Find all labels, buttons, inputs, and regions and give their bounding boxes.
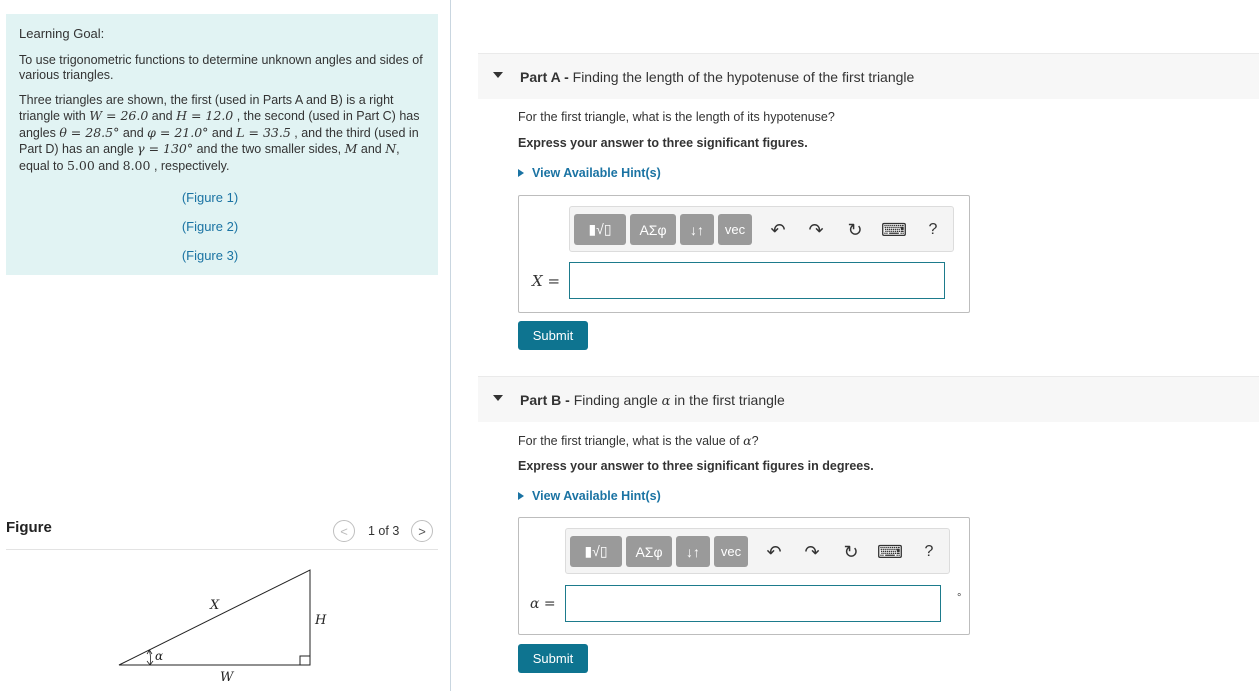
triangle-shape [119, 570, 310, 665]
help-icon[interactable]: ? [924, 543, 934, 560]
part-a-header[interactable] [478, 53, 1259, 99]
part-a-hint-label: View Available Hint(s) [532, 166, 661, 180]
figure-links [19, 183, 425, 270]
part-b-question [518, 433, 759, 448]
part-b-instruction: Express your answer to three significant figures in degrees. [518, 459, 874, 473]
part-b-question-text: For the first triangle, what is the value of [518, 434, 744, 448]
h-value: H = 12.0 [176, 108, 234, 123]
desc-text: , respectively. [150, 158, 230, 173]
reset-icon[interactable]: ↻ [843, 541, 859, 562]
vector-button[interactable]: vec [718, 214, 752, 245]
caret-down-icon [493, 395, 503, 401]
part-b-header[interactable] [478, 376, 1259, 422]
part-b-title-text: Finding angle [573, 392, 662, 408]
angle-arc [150, 651, 151, 665]
part-b-math-toolbar [565, 528, 950, 574]
part-b-answer-label: α = [530, 596, 556, 612]
caret-right-icon [518, 169, 524, 177]
templates-button[interactable]: ▮√▯ [570, 536, 622, 567]
part-b-answer-input[interactable] [565, 585, 941, 622]
part-a-math-toolbar [569, 206, 954, 252]
alpha-label: α [155, 649, 164, 663]
desc-text: and [148, 109, 177, 123]
theta-value: θ = 28.5° [59, 124, 120, 140]
keyboard-icon[interactable]: ⌨ [881, 219, 907, 240]
desc-text: and [94, 158, 123, 173]
base-label: W [220, 670, 234, 685]
n-value: 8.00 [122, 157, 151, 173]
redo-icon[interactable]: ↷ [808, 219, 824, 240]
degree-unit: ° [957, 592, 962, 604]
chevron-right-icon: > [418, 523, 426, 539]
part-a-question: For the first triangle, what is the length of its hypotenuse? [518, 110, 835, 124]
caret-down-icon [493, 72, 503, 78]
desc-text: and [119, 125, 148, 140]
desc-text: Three triangles are shown, the first (used in Parts A and B) is a right triangle with [19, 92, 394, 123]
m-value: 5.00 [66, 157, 95, 173]
desc-text: and [208, 125, 237, 140]
previous-figure-button[interactable] [333, 520, 355, 542]
height-label: H [315, 613, 327, 628]
alpha-symbol: α [743, 433, 752, 448]
left-panel [0, 0, 451, 691]
chevron-left-icon: < [340, 523, 348, 539]
learning-goal-text: To use trigonometric functions to determine unknown angles and sides of various triangles. [19, 52, 423, 82]
help-icon[interactable]: ? [928, 221, 938, 238]
keyboard-icon[interactable]: ⌨ [877, 541, 903, 562]
desc-text: , equal to [19, 142, 400, 173]
part-b-title [520, 392, 785, 409]
undo-icon[interactable]: ↶ [766, 541, 782, 562]
figure-title: Figure [6, 519, 52, 536]
part-b-submit-button[interactable]: Submit [518, 644, 588, 673]
triangles-description [19, 93, 425, 175]
learning-goal-box [6, 14, 438, 275]
desc-text: , the second (used in Part C) has angles [19, 109, 420, 140]
part-a-hint-link[interactable] [518, 166, 661, 180]
part-a-title [520, 69, 914, 85]
part-b-hint-link[interactable] [518, 489, 661, 503]
undo-icon[interactable]: ↶ [770, 219, 786, 240]
part-a-answer-label: X = [532, 272, 561, 290]
desc-text: and [357, 142, 386, 156]
sub-superscript-button[interactable]: ↓↑ [680, 214, 714, 245]
part-a-label: Part A - [520, 69, 573, 85]
figure-header [6, 516, 438, 550]
figure-1-link[interactable]: (Figure 1) [181, 190, 239, 205]
desc-text: and the two smaller sides, [193, 142, 345, 156]
redo-icon[interactable]: ↷ [804, 541, 820, 562]
figure-3-link[interactable]: (Figure 3) [181, 248, 239, 263]
greek-symbols-button[interactable]: ΑΣφ [630, 214, 676, 245]
part-b-question-text: ? [751, 434, 759, 448]
caret-right-icon [518, 492, 524, 500]
m-symbol: M [344, 141, 358, 156]
w-value: W = 26.0 [89, 108, 149, 123]
part-a-answer-box [518, 195, 970, 313]
hypotenuse-label: X [210, 598, 220, 613]
templates-button[interactable]: ▮√▯ [574, 214, 626, 245]
right-panel [452, 0, 1259, 691]
vector-button[interactable]: vec [714, 536, 748, 567]
desc-text: , and the third (used in Part D) has an angle [19, 125, 419, 156]
part-b-label: Part B - [520, 392, 574, 408]
part-a-title-text: Finding the length of the hypotenuse of the first triangle [572, 69, 915, 85]
phi-value: φ = 21.0° [147, 124, 209, 140]
figure-page-indicator: 1 of 3 [368, 524, 400, 538]
learning-goal-title: Learning Goal: [19, 26, 105, 41]
greek-symbols-button[interactable]: ΑΣφ [626, 536, 672, 567]
figure-2-link[interactable]: (Figure 2) [181, 219, 239, 234]
alpha-symbol: α [661, 394, 671, 409]
sub-superscript-button[interactable]: ↓↑ [676, 536, 710, 567]
part-b-answer-box [518, 517, 970, 635]
part-a-answer-input[interactable] [569, 262, 945, 299]
part-b-title-text: in the first triangle [670, 392, 785, 408]
part-b-hint-label: View Available Hint(s) [532, 489, 661, 503]
gamma-value: γ = 130° [137, 141, 194, 156]
part-a-submit-button[interactable]: Submit [518, 321, 588, 350]
right-triangle-figure [110, 560, 330, 685]
right-angle-mark [300, 656, 310, 665]
l-value: L = 33.5 [236, 124, 291, 140]
reset-icon[interactable]: ↻ [847, 219, 863, 240]
part-a-instruction: Express your answer to three significant figures. [518, 136, 808, 150]
n-symbol: N [385, 141, 397, 156]
next-figure-button[interactable] [411, 520, 433, 542]
